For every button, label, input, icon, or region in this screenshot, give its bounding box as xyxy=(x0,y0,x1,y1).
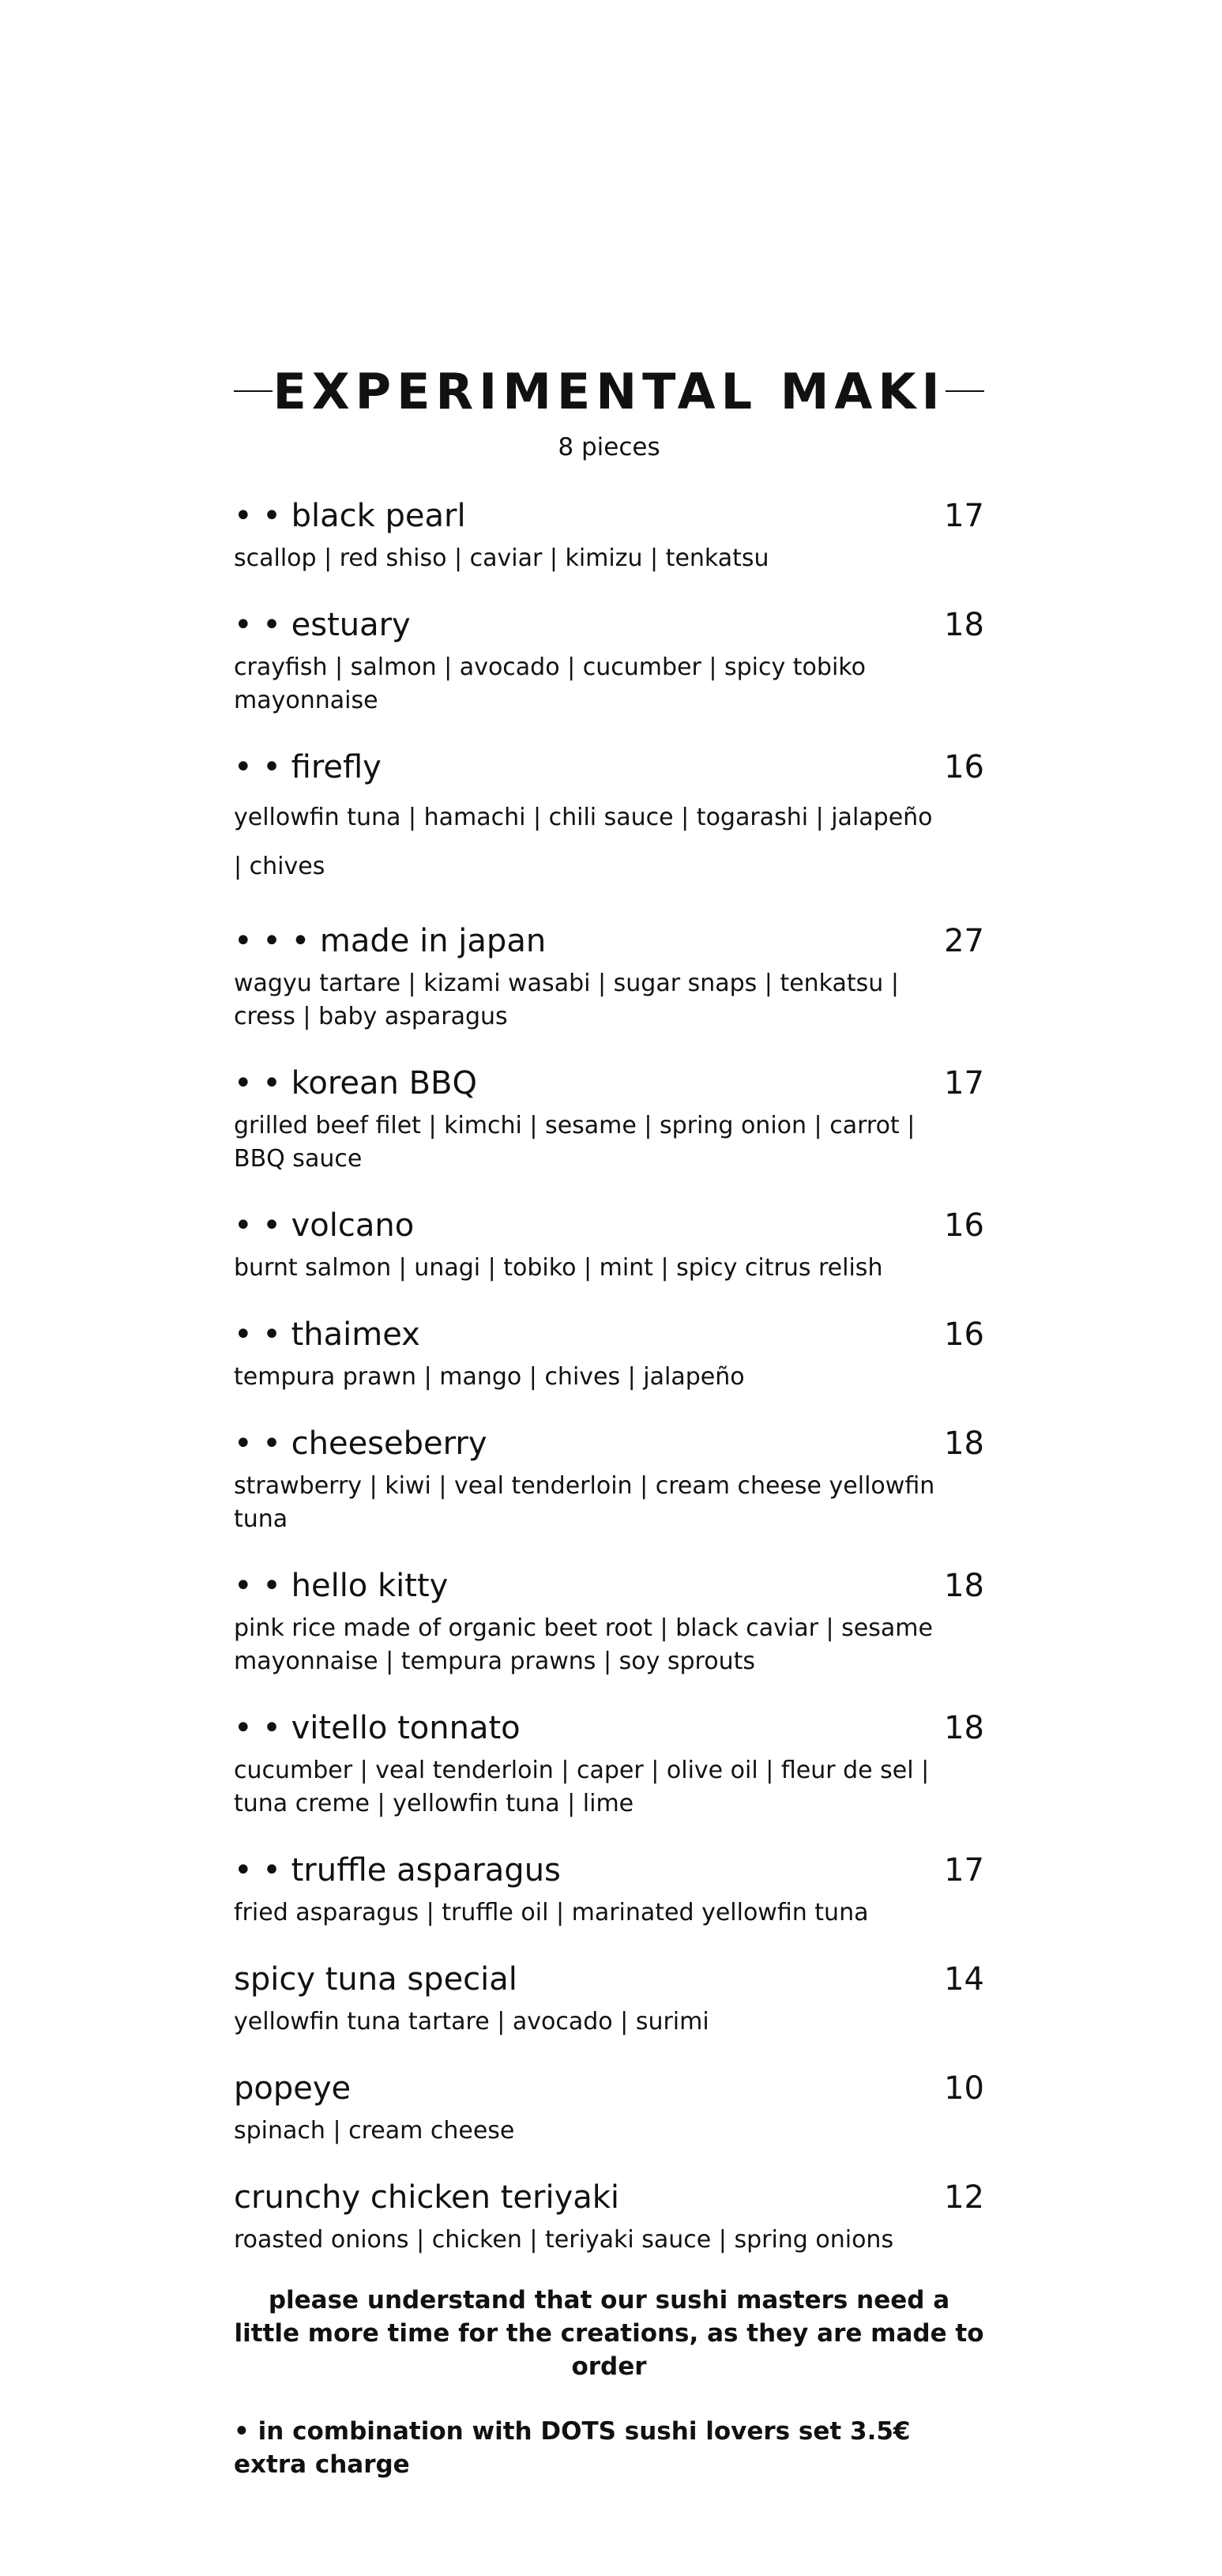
menu-item-description: spinach | cream cheese xyxy=(234,2117,515,2145)
menu-item-name: • • • made in japan xyxy=(234,923,547,959)
menu-notes xyxy=(234,2284,984,2481)
menu-item-price: 16 xyxy=(944,1316,984,1353)
section-subtitle: 8 pieces xyxy=(558,433,660,461)
combo-note: • in combination with DOTS sushi lovers set 3.5€ extra charge xyxy=(234,2417,911,2479)
order-note: please understand that our sushi masters need a little more time for the creations, as they are made to order xyxy=(234,2286,984,2381)
menu-item-description: scallop | red shiso | caviar | kimizu | tenkatsu xyxy=(234,544,769,572)
section-header xyxy=(234,360,984,423)
menu-item xyxy=(234,1207,984,1285)
menu-item xyxy=(234,498,984,575)
menu-item xyxy=(234,1852,984,1930)
menu-item xyxy=(234,1425,984,1536)
menu-item-price: 18 xyxy=(944,1568,984,1604)
section-title: EXPERIMENTAL MAKI xyxy=(273,362,946,420)
menu-item xyxy=(234,1316,984,1394)
menu-item-price: 27 xyxy=(944,923,984,959)
menu-item xyxy=(234,749,984,891)
menu-item xyxy=(234,1065,984,1176)
menu-item xyxy=(234,923,984,1034)
menu-item-description: pink rice made of organic beet root | black caviar | sesame mayonnaise | tempura prawns | soy sprouts xyxy=(234,1614,933,1675)
menu-item-name: • • estuary xyxy=(234,607,411,643)
menu-item-name: • • vitello tonnato xyxy=(234,1710,521,1746)
menu-item-description: tempura prawn | mango | chives | jalapeño xyxy=(234,1363,745,1391)
menu-item-name: • • cheeseberry xyxy=(234,1425,487,1462)
menu-item-name: • • thaimex xyxy=(234,1316,420,1353)
menu-item-name: • • korean BBQ xyxy=(234,1065,477,1102)
menu-item-price: 17 xyxy=(944,1852,984,1889)
menu-item-price: 16 xyxy=(944,749,984,785)
menu-item-name: • • volcano xyxy=(234,1207,415,1244)
menu-item-price: 10 xyxy=(944,2070,984,2107)
menu-item-name: • • truffle asparagus xyxy=(234,1852,561,1889)
menu-item-price: 18 xyxy=(944,1425,984,1462)
menu-item-name: • • black pearl xyxy=(234,498,466,534)
menu-item-description: grilled beef filet | kimchi | sesame | spring onion | carrot | BBQ sauce xyxy=(234,1112,916,1173)
menu-item-name: spicy tuna special xyxy=(234,1961,517,1998)
menu-item xyxy=(234,1961,984,2039)
menu-item-price: 14 xyxy=(944,1961,984,1998)
menu-item-description: yellowfin tuna tartare | avocado | surimi xyxy=(234,2008,709,2036)
menu-item-price: 18 xyxy=(944,607,984,643)
menu-item-description: wagyu tartare | kizami wasabi | sugar snaps | tenkatsu | cress | baby asparagus xyxy=(234,970,899,1030)
menu-item-description: fried asparagus | truffle oil | marinated yellowfin tuna xyxy=(234,1899,869,1926)
menu-item-name: • • firefly xyxy=(234,749,382,785)
menu-item-price: 17 xyxy=(944,498,984,534)
menu-item-description: roasted onions | chicken | teriyaki sauce | spring onions xyxy=(234,2226,894,2254)
title-rule-right xyxy=(946,390,984,392)
menu-item-list xyxy=(234,498,984,2288)
menu-item xyxy=(234,2179,984,2257)
menu-item-description: cucumber | veal tenderloin | caper | olive oil | fleur de sel | tuna creme | yellowfin tuna | lime xyxy=(234,1757,930,1817)
menu-item-name: popeye xyxy=(234,2070,352,2107)
menu-item xyxy=(234,1710,984,1821)
menu-item xyxy=(234,2070,984,2148)
menu-item-description: strawberry | kiwi | veal tenderloin | cream cheese yellowfin tuna xyxy=(234,1472,935,1533)
title-rule-left xyxy=(234,390,273,392)
menu-item-name: crunchy chicken teriyaki xyxy=(234,2179,620,2216)
menu-item-price: 17 xyxy=(944,1065,984,1102)
menu-item-name: • • hello kitty xyxy=(234,1568,449,1604)
menu-item-description: burnt salmon | unagi | tobiko | mint | spicy citrus relish xyxy=(234,1254,883,1282)
menu-item-price: 18 xyxy=(944,1710,984,1746)
menu-item-price: 12 xyxy=(944,2179,984,2216)
menu-item-description: crayfish | salmon | avocado | cucumber | spicy tobiko mayonnaise xyxy=(234,653,866,714)
menu-item-price: 16 xyxy=(944,1207,984,1244)
menu-item xyxy=(234,1568,984,1678)
menu-item xyxy=(234,607,984,717)
menu-item-description: yellowfin tuna | hamachi | chili sauce | togarashi | jalapeño | chives xyxy=(234,804,933,880)
